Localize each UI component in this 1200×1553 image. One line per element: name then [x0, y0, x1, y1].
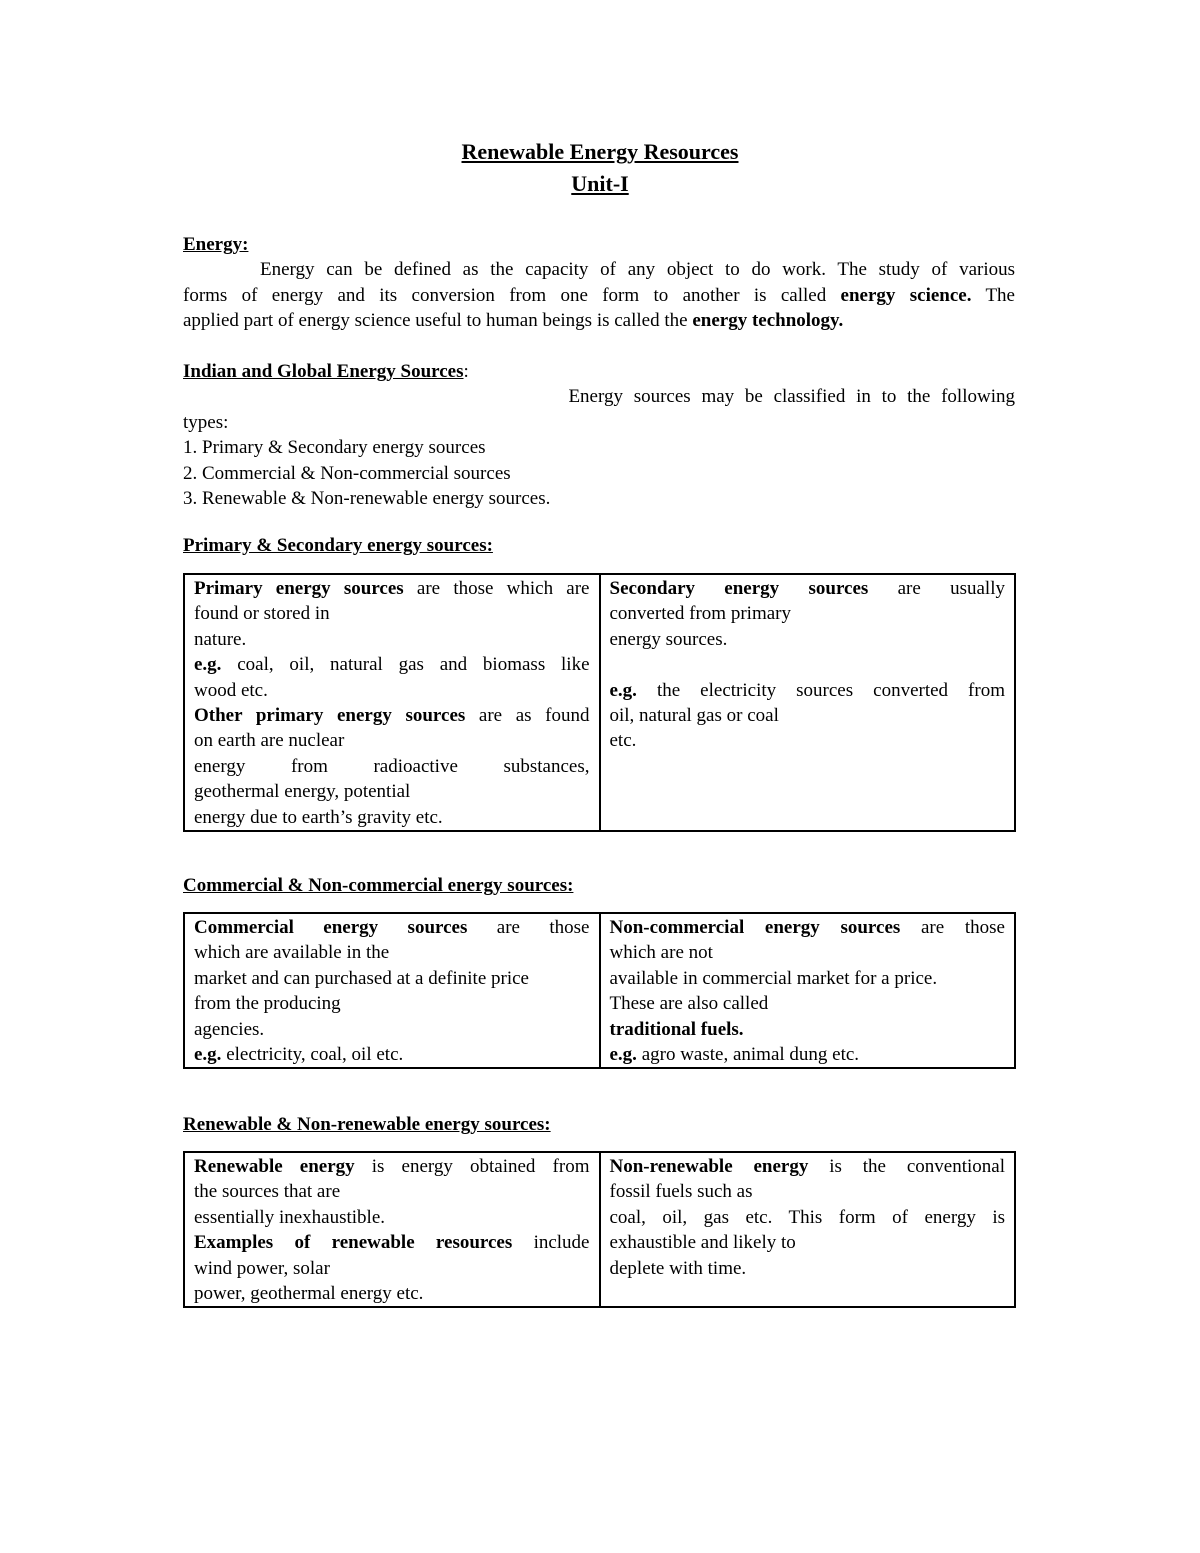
cell-text: include	[512, 1232, 590, 1254]
energy-text: forms of energy and its conversion from one form to another is called	[183, 284, 841, 306]
energy-science-term: energy science.	[840, 284, 972, 306]
cell-text: coal, oil, natural gas and biomass like	[221, 654, 590, 676]
other-primary-term: Other primary energy sources	[194, 705, 466, 727]
cell-line: energy from radioactive substances,	[194, 755, 590, 777]
non-commercial-cell	[600, 913, 1016, 1068]
energy-paragraph-line3	[183, 308, 1015, 333]
cell-text: are those	[467, 917, 590, 938]
cell-line: These are also called	[609, 993, 769, 1015]
document-subtitle: Unit-I	[571, 171, 629, 196]
cell-line: power, geothermal energy etc.	[194, 1283, 424, 1305]
cell-text: the electricity sources converted from	[636, 679, 1005, 701]
sources-intro-line2: types:	[183, 411, 229, 433]
cell-line: energy sources.	[609, 628, 728, 650]
cell-line	[610, 678, 1006, 703]
primary-secondary-table	[183, 573, 1016, 832]
commercial-cell	[184, 913, 600, 1068]
list-item: 1. Primary & Secondary energy sources	[183, 437, 486, 459]
cell-line	[610, 1154, 1006, 1179]
cell-line: which are not	[609, 942, 713, 964]
cell-line: which are available in the	[194, 942, 390, 964]
cell-line: converted from primary	[609, 603, 791, 625]
cell-line: nature.	[194, 628, 247, 650]
cell-line	[194, 703, 590, 728]
renewable-cell	[184, 1152, 600, 1307]
cell-line	[194, 1230, 590, 1255]
cell-text: are those	[900, 917, 1005, 938]
traditional-fuels-term: traditional fuels.	[609, 1018, 744, 1040]
non-commercial-term: Non-commercial energy sources	[609, 917, 901, 938]
non-renewable-term: Non-renewable energy	[609, 1156, 809, 1177]
cell-line: energy due to earth’s gravity etc.	[194, 806, 443, 828]
energy-paragraph-line1: Energy can be defined as the capacity of any object to do work. The study of various	[260, 259, 1015, 281]
commercial-term: Commercial energy sources	[194, 917, 468, 938]
cell-text: are usually	[868, 578, 1005, 599]
eg-label: e.g.	[609, 1044, 637, 1066]
sources-section	[183, 359, 1015, 511]
energy-paragraph-line2	[183, 283, 1015, 308]
cell-line	[194, 1154, 590, 1179]
cell-text: electricity, coal, oil etc.	[221, 1044, 404, 1066]
sources-heading-colon: :	[463, 361, 469, 382]
cell-text: agro waste, animal dung etc.	[636, 1044, 860, 1066]
eg-label: e.g.	[194, 654, 222, 676]
cell-line: found or stored in	[194, 603, 330, 625]
title-block	[0, 136, 1200, 200]
cell-text: is energy obtained from	[354, 1156, 590, 1177]
energy-technology-term: energy technology.	[692, 310, 844, 332]
list-item: 3. Renewable & Non-renewable energy sources.	[183, 488, 551, 510]
secondary-term: Secondary energy sources	[609, 578, 869, 599]
cell-text: is the conventional	[808, 1156, 1005, 1177]
cell-line: deplete with time.	[609, 1257, 747, 1279]
cell-line: available in commercial market for a price.	[609, 967, 938, 989]
cell-line: etc.	[609, 730, 637, 752]
cell-line: oil, natural gas or coal	[609, 705, 779, 727]
energy-section	[183, 232, 1015, 334]
cell-line	[610, 1042, 1006, 1067]
cell-line	[610, 652, 1006, 677]
sources-heading: Indian and Global Energy Sources	[183, 361, 464, 382]
sources-intro-line1: Energy sources may be classified in to the following	[568, 386, 1015, 408]
examples-renewable-term: Examples of renewable resources	[194, 1232, 513, 1254]
cell-line: wind power, solar	[194, 1257, 330, 1279]
cell-line	[194, 1042, 590, 1067]
cell-line: coal, oil, gas etc. This form of energy is	[609, 1206, 1005, 1228]
list-item: 2. Commercial & Non-commercial sources	[183, 462, 511, 484]
cell-line	[194, 652, 590, 677]
cell-line: exhaustible and likely to	[609, 1232, 796, 1254]
sources-heading-line	[183, 359, 1015, 384]
eg-label: e.g.	[609, 679, 637, 701]
cell-text: are as found	[465, 705, 590, 727]
cell-line: on earth are nuclear	[194, 730, 345, 752]
renewable-table	[183, 1151, 1016, 1308]
renewable-heading: Renewable & Non-renewable energy sources:	[183, 1114, 551, 1135]
commercial-table	[183, 912, 1016, 1069]
energy-text: applied part of energy science useful to human beings is called the	[183, 310, 693, 332]
document-title: Renewable Energy Resources	[461, 139, 739, 164]
cell-line: agencies.	[194, 1018, 265, 1040]
secondary-sources-cell	[600, 574, 1016, 831]
primary-term: Primary energy sources	[194, 578, 404, 599]
commercial-heading: Commercial & Non-commercial energy sources:	[183, 875, 574, 896]
cell-line	[194, 915, 590, 940]
cell-line: from the producing	[194, 993, 341, 1015]
cell-line	[194, 576, 590, 601]
cell-line: wood etc.	[194, 679, 268, 701]
energy-text: The	[971, 284, 1015, 306]
non-renewable-cell	[600, 1152, 1016, 1307]
primary-sources-cell	[184, 574, 600, 831]
eg-label: e.g.	[194, 1044, 222, 1066]
renewable-term: Renewable energy	[194, 1156, 355, 1177]
cell-line: geothermal energy, potential	[194, 781, 411, 803]
cell-line: fossil fuels such as	[609, 1181, 753, 1203]
primary-secondary-heading: Primary & Secondary energy sources:	[183, 535, 493, 556]
cell-line: essentially inexhaustible.	[194, 1206, 386, 1228]
cell-line: market and can purchased at a definite price	[194, 967, 529, 989]
cell-line	[610, 576, 1006, 601]
cell-text: are those which are	[403, 578, 590, 599]
energy-heading: Energy:	[183, 234, 249, 255]
cell-line: the sources that are	[194, 1181, 341, 1203]
cell-line	[610, 915, 1006, 940]
